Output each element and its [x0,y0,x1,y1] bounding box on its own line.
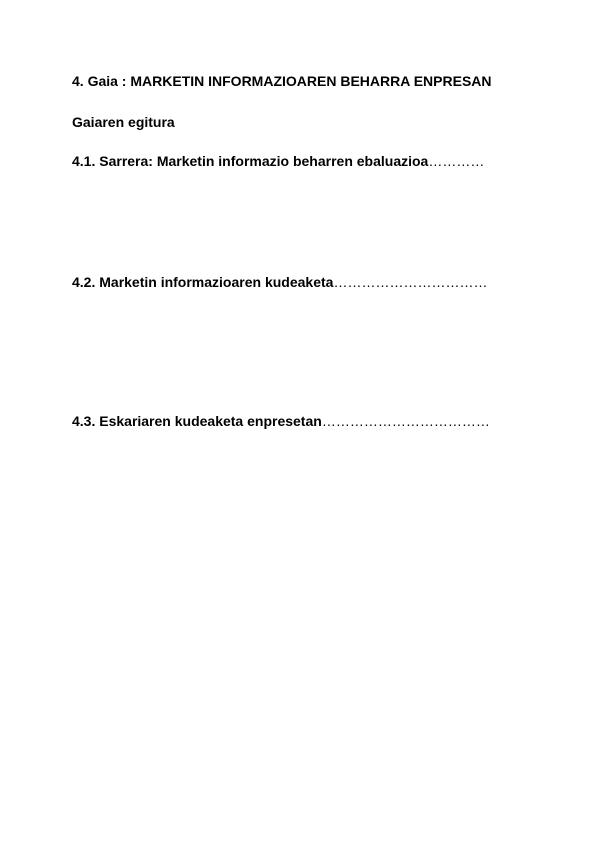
section-heading-4-2 [72,274,487,291]
document-subtitle: Gaiaren egitura [72,114,175,130]
section-heading-text: 4.2. Marketin informazioaren kudeaketa [72,274,334,290]
section-heading-4-1 [72,153,484,170]
document-title: 4. Gaia : MARKETIN INFORMAZIOAREN BEHARRA ENPRESAN [72,73,492,89]
section-heading-text: 4.3. Eskariaren kudeaketa enpresetan [72,413,322,429]
section-heading-4-3 [72,413,490,430]
dot-leader: ……………………………… [321,413,490,429]
section-heading-text: 4.1. Sarrera: Marketin informazio beharren ebaluazioa [72,153,429,169]
dot-leader: ………… [428,153,485,169]
dot-leader: …………………………… [333,274,488,290]
